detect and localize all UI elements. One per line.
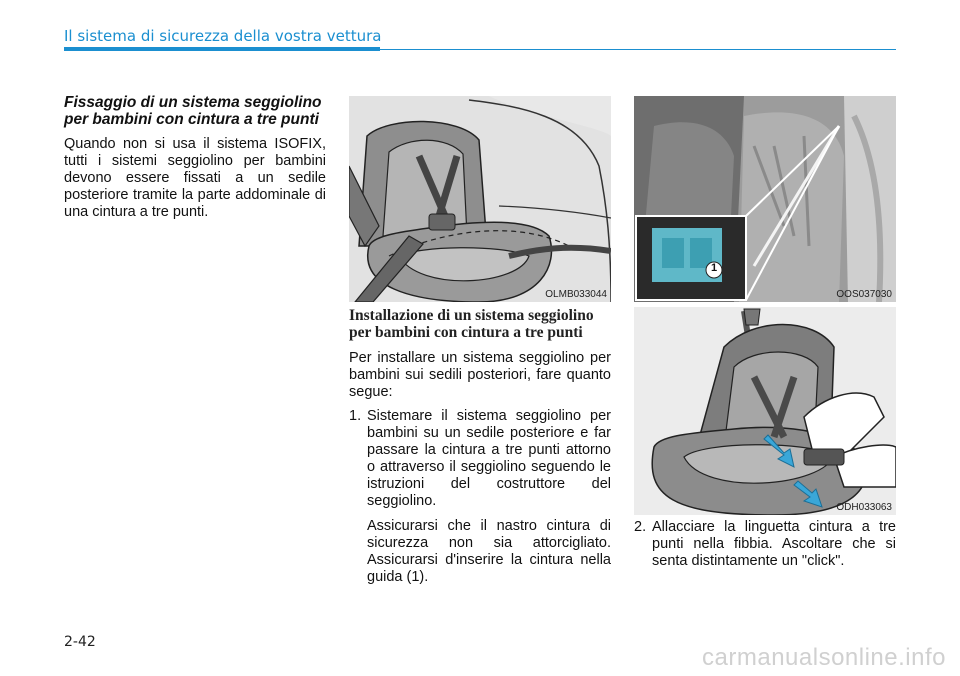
- figure-buckle-belt: [634, 307, 896, 515]
- section1-heading: Fissaggio di un sistema seggiolino per bambini con cintura a tre punti: [64, 94, 322, 128]
- figure3-code: ODH033063: [836, 502, 892, 513]
- child-seat-lap-belt-illustration: [349, 96, 611, 302]
- figure-child-seat-lap-belt: [349, 96, 611, 302]
- section-header-title: Il sistema di sicurezza della vostra vettura: [64, 27, 382, 45]
- column-left: [64, 94, 326, 221]
- section1-body: Quando non si usa il sistema ISOFIX, tutti i sistemi seggiolino per bambini devono essere fissati a un sedile posteriore tramite la parte addominale di una cintura a tre punti.: [64, 136, 326, 220]
- section2-heading: Installazione di un sistema seggiolino per bambini con cintura a tre punti: [349, 307, 594, 341]
- step-1-number: 1.: [349, 408, 362, 424]
- column-right: [634, 519, 896, 578]
- step-2: [634, 519, 896, 570]
- buckle-belt-illustration: [634, 307, 896, 515]
- step-1-note: Assicurarsi che il nastro cintura di sicurezza non sia attorcigliato. Assicurarsi d'inserire la cintura nella guida (1).: [367, 518, 611, 585]
- section2-intro: Per installare un sistema seggiolino per bambini sui sedili posteriori, fare quanto segue:: [349, 350, 611, 400]
- figure1-code: OLMB033044: [545, 289, 607, 300]
- column-middle: [349, 307, 611, 586]
- step-1-text: Sistemare il sistema seggiolino per bambini su un sedile posteriore e far passare la cintura a tre punti attorno o attraverso il seggiolino seguendo le istruzioni del costruttore del seggiolino.: [367, 408, 611, 509]
- page-number: 2-42: [64, 634, 96, 650]
- header-rule-thin: [380, 49, 896, 50]
- callout-number-1: 1: [710, 262, 718, 274]
- rear-seat-photo-illustration: [634, 96, 896, 302]
- figure2-code: OOS037030: [836, 289, 892, 300]
- step-2-text: Allacciare la linguetta cintura a tre punti nella fibbia. Ascoltare che si senta distintamente un "click".: [652, 519, 896, 569]
- watermark: carmanualsonline.info: [702, 644, 946, 671]
- header-rule-thick: [64, 47, 380, 51]
- step-2-number: 2.: [634, 519, 647, 535]
- figure-rear-seat-belt-guide: [634, 96, 896, 302]
- step-1: [349, 408, 611, 510]
